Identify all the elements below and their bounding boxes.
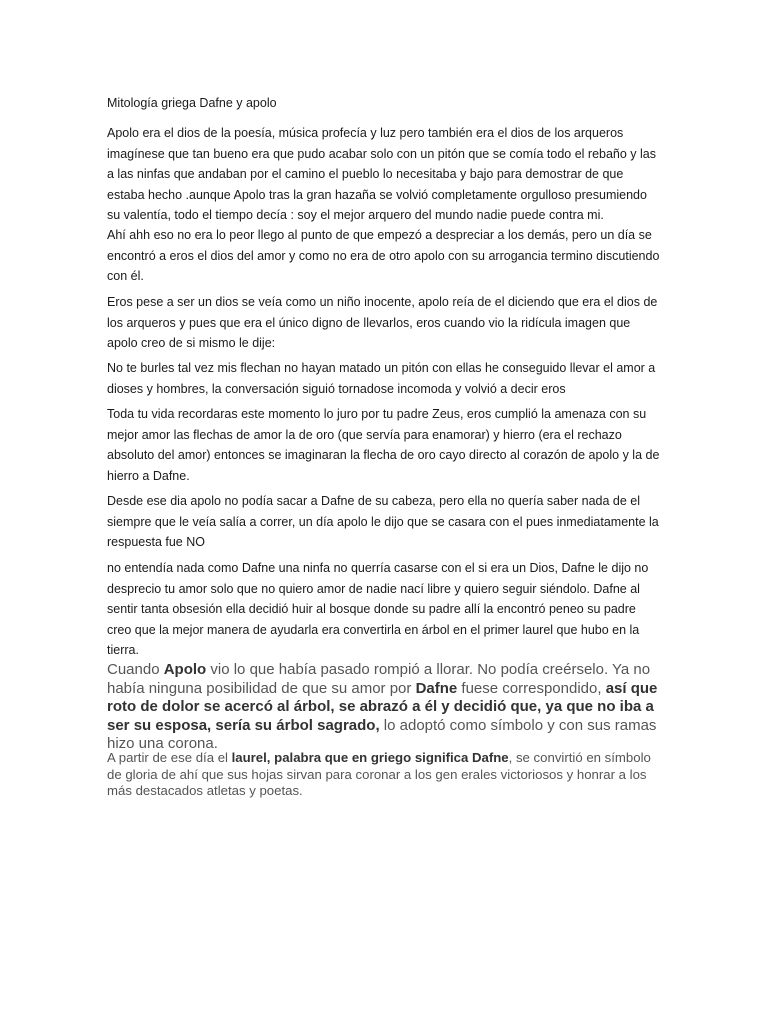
text-run: vio lo que había pasado rompió a llorar. No podía creérselo. Ya no había ninguna posibilidad de que su amor por bbox=[107, 661, 651, 697]
paragraph: Ahí ahh eso no era lo peor llego al punto de que empezó a despreciar a los demás, pero un día se encontró a eros el dios del amor y como no era de otro apolo con su arrogancia termino discutiendo con él. bbox=[107, 228, 660, 283]
paragraph: Eros pese a ser un dios se veía como un niño inocente, apolo reía de el diciendo que era el dios de los arqueros y pues que era el único digno de llevarlos, eros cuando vio la ridícula imagen que apolo creo de si mismo le dije: bbox=[107, 295, 658, 350]
text-run: Cuando bbox=[107, 661, 164, 678]
bold-text-run: Apolo bbox=[163, 661, 207, 678]
paragraph: Apolo era el dios de la poesía, música profecía y luz pero también era el dios de los arqueros imagínese que tan bueno era que pudo acabar solo con un pitón que se comía todo el rebaño y las a las ninfas que andaban por el camino el pueblo lo necesitaba y bajo para demostrar de que estaba hecho .aunque Apolo tras la gran hazaña se volvió completamente orgulloso presumiendo su valentía, todo el tiempo decía : soy el mejor arquero del mundo nadie puede contra mi. bbox=[107, 126, 656, 222]
bold-text-run: Dafne bbox=[415, 679, 458, 697]
pasted-paragraph bbox=[107, 661, 667, 754]
document-title: Mitología griega Dafne y apolo bbox=[107, 96, 277, 110]
paragraph: no entendía nada como Dafne una ninfa no querría casarse con el si era un Dios, Dafne le dijo no desprecio tu amor solo que no quiero amor de nadie nací libre y quiero seguir siéndolo. Dafne al sentir tanta obsesión ella decidió huir al bosque donde su padre allí la encontró peneo su padre creo que la mejor manera de ayudarla era convertirla en árbol en el primer laurel que hubo en la tierra. bbox=[107, 561, 649, 657]
text-run: fuese correspondido, bbox=[457, 679, 606, 697]
paragraph: No te burles tal vez mis flechan no hayan matado un pitón con ellas he conseguido llevar el amor a dioses y hombres, la conversación siguió tornadose incomoda y volvió a decir eros bbox=[107, 361, 656, 396]
bold-text-run: así que roto de dolor se acercó al árbol, se abrazó a él y decidió que, ya que no iba a ser su esposa, sería su árbol sagrado, bbox=[107, 679, 658, 734]
pasted-paragraph bbox=[107, 750, 667, 800]
bold-text-run: laurel, palabra que en griego significa Dafne bbox=[231, 750, 509, 765]
text-run: , se convirtió en símbolo de gloria de ahí que sus hojas sirvan para coronar a los gen erales victoriosos y honrar a los más destacados atletas y poetas. bbox=[107, 750, 651, 798]
paragraph: Desde ese dia apolo no podía sacar a Dafne de su cabeza, pero ella no quería saber nada de el siempre que le veía salía a correr, un día apolo le dijo que se casara con el pues inmediatamente la respuesta fue NO bbox=[107, 494, 659, 549]
paragraph: Toda tu vida recordaras este momento lo juro por tu padre Zeus, eros cumplió la amenaza con su mejor amor las flechas de amor la de oro (que servía para enamorar) y hierro (era el rechazo absoluto del amor) entonces se imaginaran la flecha de oro cayo directo al corazón de apolo y la de hierro a Dafne. bbox=[107, 407, 660, 483]
text-run: lo adoptó como símbolo y con sus ramas hizo una corona. bbox=[107, 716, 657, 752]
text-run: A partir de ese día el bbox=[107, 750, 232, 765]
